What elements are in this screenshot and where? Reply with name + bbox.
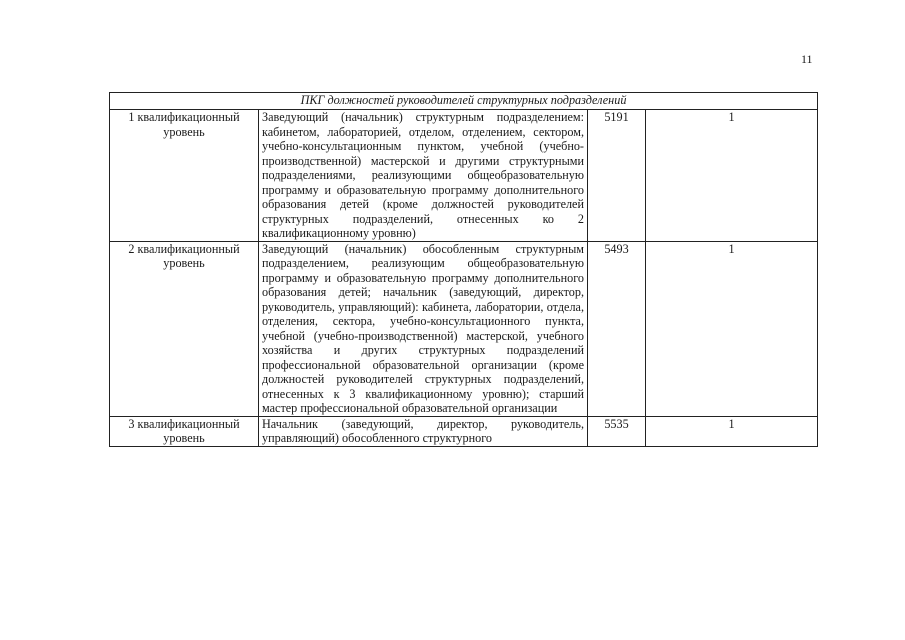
position-description-text: Начальник (заведующий, директор, руководитель, управляющий) обособленного структурного [262, 416, 584, 445]
table-row [110, 241, 818, 416]
section-title: ПКГ должностей руководителей структурных подразделений [110, 93, 818, 110]
table-section-header-row [110, 93, 818, 110]
position-description: Заведующий (начальник) структурным подразделением: кабинетом, лабораторией, отделом, отделением, сектором, учебно-консультационным пунктом, учебной (учебно-производственной) мастерской и другими структурными подразделениями, реализующими общеобразовательную программу и образовательную программу дополнительного образования детей (кроме должностей руководителей структурных подразделений, отнесенных ко 2 квалификационному уровню) [259, 110, 588, 242]
coefficient-value: 1 [646, 416, 818, 446]
coefficient-value: 1 [646, 110, 818, 242]
position-description: Заведующий (начальник) обособленным структурным подразделением, реализующим общеобразовательную программу и образовательную программу дополнительного образования детей; начальник (заведующий, директор, руководитель, управляющий): кабинета, лаборатории, отдела, отделения, сектора, учебно-консультационного пункта, учебной (учебно-производственной) мастерской, учебного хозяйства и других структурных подразделений профессиональной образовательной организации (кроме должностей руководителей структурных подразделений, отнесенных к 3 квалификационному уровню); старший мастер профессиональной образовательной организации [259, 241, 588, 416]
salary-value: 5493 [588, 241, 646, 416]
table-row [110, 416, 818, 446]
coefficient-value: 1 [646, 241, 818, 416]
page-number: 11 [801, 52, 813, 66]
salary-value: 5191 [588, 110, 646, 242]
salary-value: 5535 [588, 416, 646, 446]
qualification-level: 1 квалификационный уровень [110, 110, 259, 242]
position-description [259, 416, 588, 446]
qualification-level: 2 квалификационный уровень [110, 241, 259, 416]
qualification-table [109, 92, 818, 447]
table-row [110, 110, 818, 242]
qualification-level: 3 квалификационный уровень [110, 416, 259, 446]
